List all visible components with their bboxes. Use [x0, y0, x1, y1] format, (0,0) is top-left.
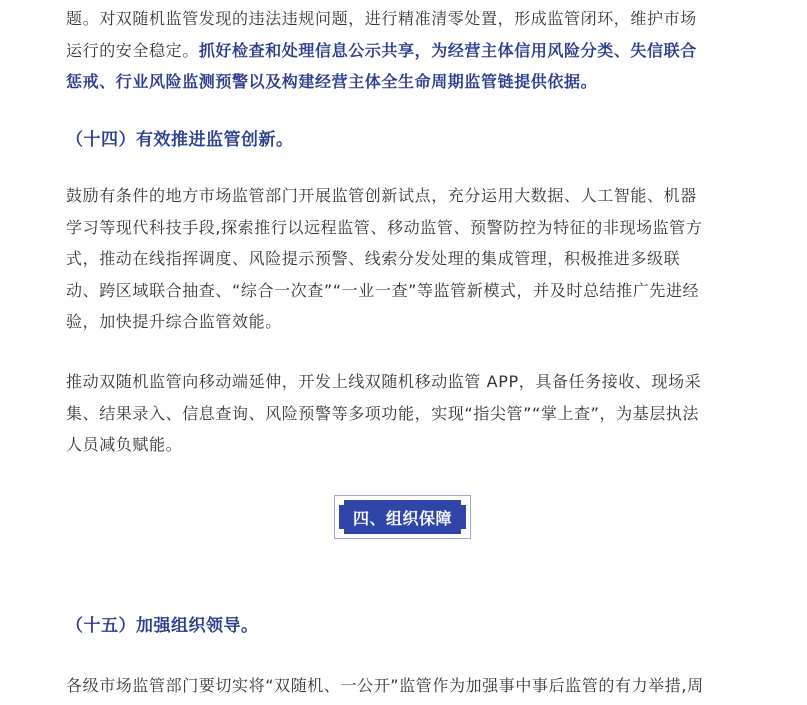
text-line: 题。对双随机监管发现的违法违规问题，进行精准清零处置，形成监管闭环，维护市场 — [66, 9, 697, 28]
banner-corner-decoration — [339, 529, 344, 534]
banner-corner-decoration — [339, 500, 344, 505]
text-line: 各级市场监管部门要切实将“双随机、一公开”监管作为加强事中事后监管的有力举措,周 — [66, 676, 704, 695]
text-line: 人员减负赋能。 — [66, 435, 183, 454]
section-banner — [334, 495, 471, 539]
section-banner-title: 四、组织保障 — [339, 500, 466, 534]
text-line: 推动双随机监管向移动端延伸，开发上线双随机移动监管 APP，具备任务接收、现场采 — [66, 372, 702, 391]
emphasis-text: 惩戒、行业风险监测预警以及构建经营主体全生命周期监管链提供依据。 — [66, 72, 598, 91]
text-line: 学习等现代科技手段,探索推行以远程监管、移动监管、预警防控为特征的非现场监管方 — [66, 217, 703, 237]
section-heading-14: （十四）有效推进监管创新。 — [66, 130, 294, 150]
paragraph-leadership — [66, 670, 746, 702]
paragraph-supervision-closure — [66, 3, 746, 98]
banner-corner-decoration — [461, 529, 466, 534]
text-line — [66, 35, 746, 67]
paragraph-mobile-app — [66, 366, 746, 461]
section-heading-15: （十五）加强组织领导。 — [66, 616, 259, 636]
text-line: 式，推动在线指挥调度、风险提示预警、线索分发处理的集成管理，积极推进多级联 — [66, 249, 681, 268]
text-line-start: 运行的安全稳定。 — [66, 40, 199, 60]
text-line: 鼓励有条件的地方市场监管部门开展监管创新试点，充分运用大数据、人工智能、机器 — [66, 186, 697, 205]
text-line: 验，加快提升综合监管效能。 — [66, 312, 282, 331]
text-line: 动、跨区域联合抽查、“综合一次查”“一业一查”等监管新模式，并及时总结推广先进经 — [66, 280, 700, 300]
paragraph-innovation — [66, 180, 746, 338]
banner-corner-decoration — [461, 500, 466, 505]
emphasis-text: 抓好检查和处理信息公示共享，为经营主体信用风险分类、失信联合 — [198, 40, 697, 60]
text-line: 集、结果录入、信息查询、风险预警等多项功能，实现“指尖管”“掌上查”，为基层执法 — [66, 403, 700, 423]
